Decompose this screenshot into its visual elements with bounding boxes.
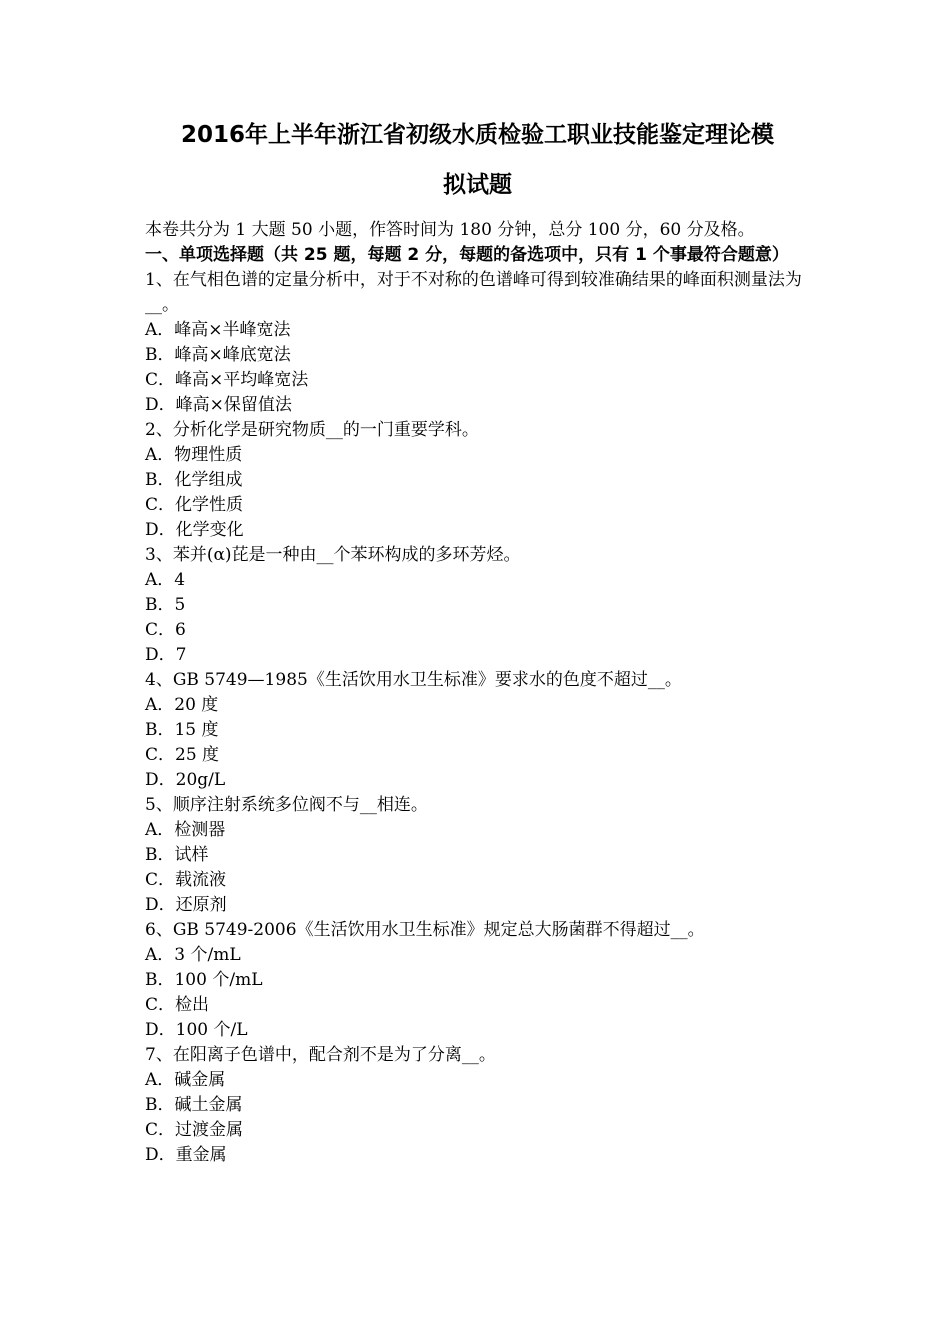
option-a: A．3 个/mL: [145, 945, 241, 965]
question-stem: 4、GB 5749—1985《生活饮用水卫生标准》要求水的色度不超过__。: [145, 670, 682, 690]
option-b: B．15 度: [145, 720, 219, 740]
question-stem: 2、分析化学是研究物质__的一门重要学科。: [145, 420, 479, 440]
option-d: D．峰高×保留值法: [145, 395, 292, 415]
section-heading: 一、单项选择题（共 25 题，每题 2 分，每题的备选项中，只有 1 个事最符合题意）: [145, 245, 789, 265]
exam-instructions: 本卷共分为 1 大题 50 小题，作答时间为 180 分钟，总分 100 分，60 分及格。: [145, 220, 755, 240]
option-c: C．化学性质: [145, 495, 244, 515]
option-d: D．还原剂: [145, 895, 227, 915]
question-item: [145, 268, 810, 418]
question-item: [145, 543, 810, 668]
option-a: A．物理性质: [145, 445, 243, 465]
option-a: A．检测器: [145, 820, 226, 840]
question-stem: 3、苯并(α)芘是一种由__个苯环构成的多环芳烃。: [145, 545, 521, 565]
question-stem: 7、在阳离子色谱中，配合剂不是为了分离__。: [145, 1045, 496, 1065]
question-item: [145, 793, 810, 918]
question-stem: 5、顺序注射系统多位阀不与__相连。: [145, 795, 428, 815]
option-a: A．20 度: [145, 695, 219, 715]
question-list: [145, 268, 810, 1168]
option-c: C．25 度: [145, 745, 220, 765]
question-item: [145, 918, 810, 1043]
option-a: A．碱金属: [145, 1070, 226, 1090]
option-d: D．7: [145, 645, 187, 665]
option-b: B．化学组成: [145, 470, 243, 490]
option-c: C．载流液: [145, 870, 227, 890]
option-b: B．5: [145, 595, 186, 615]
option-c: C．过渡金属: [145, 1120, 244, 1140]
question-item: [145, 668, 810, 793]
option-c: C．检出: [145, 995, 210, 1015]
option-c: C．6: [145, 620, 186, 640]
question-stem: 6、GB 5749-2006《生活饮用水卫生标准》规定总大肠菌群不得超过__。: [145, 920, 705, 940]
option-b: B．试样: [145, 845, 209, 865]
question-item: [145, 418, 810, 543]
option-d: D．20g/L: [145, 770, 226, 790]
question-item: [145, 1043, 810, 1168]
option-a: A．4: [145, 570, 186, 590]
option-c: C．峰高×平均峰宽法: [145, 370, 309, 390]
option-b: B．碱土金属: [145, 1095, 243, 1115]
question-stem: 1、在气相色谱的定量分析中，对于不对称的色谱峰可得到较准确结果的峰面积测量法为__。: [145, 270, 802, 315]
document-title-line1: 2016年上半年浙江省初级水质检验工职业技能鉴定理论模: [180, 122, 774, 148]
option-b: B．100 个/mL: [145, 970, 263, 990]
option-d: D．重金属: [145, 1145, 227, 1165]
option-b: B．峰高×峰底宽法: [145, 345, 291, 365]
option-d: D．化学变化: [145, 520, 244, 540]
option-a: A．峰高×半峰宽法: [145, 320, 291, 340]
document-title-line2: 拟试题: [443, 172, 512, 198]
document-page: [145, 110, 810, 1168]
option-d: D．100 个/L: [145, 1020, 248, 1040]
